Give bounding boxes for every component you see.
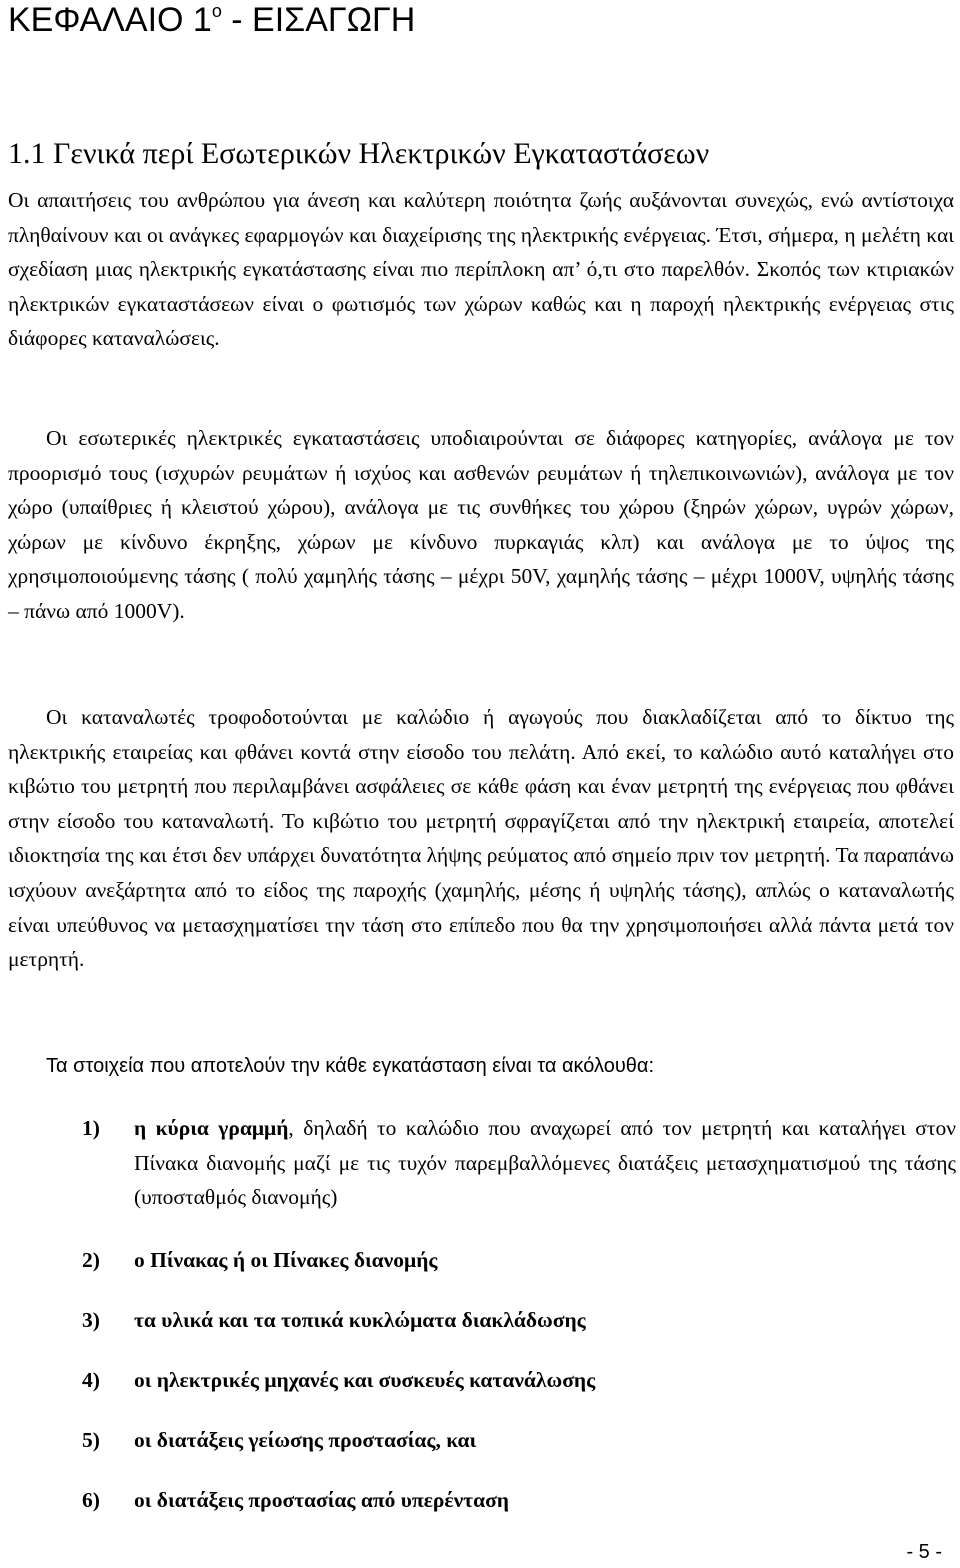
chapter-title-subtitle: - ΕΙΣΑΓΩΓΗ xyxy=(221,1,416,39)
list-item-number: 1) xyxy=(82,1116,100,1140)
list-item xyxy=(82,1423,956,1458)
list-item-text xyxy=(134,1423,956,1458)
chapter-title xyxy=(8,0,415,40)
list-item-rest: , δηλαδή το καλώδιο που αναχωρεί από τον μετρητή και καταλήγει στον Πίνακα διανομής μαζί με τις τυχόν παρεμβαλλόμενες διατάξεις μετασχηματισμού της τάσης (υποσταθμός διανομής) xyxy=(134,1116,957,1210)
list-item-number: 2) xyxy=(82,1248,100,1272)
list-item-number: 6) xyxy=(82,1488,100,1512)
elements-intro: Τα στοιχεία που αποτελούν την κάθε εγκατάσταση είναι τα ακόλουθα: xyxy=(46,1055,654,1077)
list-item-text xyxy=(134,1363,956,1398)
list-item-text xyxy=(134,1243,956,1278)
list-item xyxy=(82,1303,956,1338)
page-number: - 5 - xyxy=(906,1541,942,1563)
list-item-bold: οι διατάξεις προστασίας από υπερένταση xyxy=(134,1488,509,1512)
list-item-bold: οι διατάξεις γείωσης προστασίας, και xyxy=(134,1428,477,1452)
paragraph-1: Οι απαιτήσεις του ανθρώπου για άνεση και καλύτερη ποιότητα ζωής αυξάνονται συνεχώς, ενώ αντίστοιχα πληθαίνουν και οι ανάγκες εφαρμογών και διαχείρισης της ηλεκτρικής ενέργειας. Έτσι, σήμερα, η μελέτη και σχεδίαση μιας ηλεκτρικής εγκατάστασης είναι πιο περίπλοκη απ’ ό,τι στο παρελθόν. Σκοπός των κτιριακών ηλεκτρικών εγκαταστάσεων είναι ο φωτισμός των χώρων καθώς και η παροχή ηλεκτρικής ενέργειας στις διάφορες καταναλώσεις. xyxy=(8,188,954,351)
list-item-text xyxy=(134,1303,956,1338)
section-title: 1.1 Γενικά περί Εσωτερικών Ηλεκτρικών Εγκαταστάσεων xyxy=(8,137,710,170)
list-item-text xyxy=(134,1483,956,1518)
chapter-title-main: ΚΕΦΑΛΑΙΟ 1 xyxy=(8,1,212,39)
list-item-bold: τα υλικά και τα τοπικά κυκλώματα διακλάδωσης xyxy=(134,1308,586,1332)
list-item xyxy=(82,1111,956,1215)
list-item xyxy=(82,1243,956,1278)
paragraph-2: Οι εσωτερικές ηλεκτρικές εγκαταστάσεις υποδιαιρούνται σε διάφορες κατηγορίες, ανάλογα με τον προορισμό τους (ισχυρών ρευμάτων ή ισχύος και ασθενών ρευμάτων ή τηλεπικοινωνιών), ανάλογα με τον χώρο (υπαίθριες ή κλειστού χώρου), ανάλογα με τις συνθήκες του χώρου (ξηρών χώρων, υγρών χώρων, χώρων με κίνδυνο έκρηξης, χώρων με κίνδυνο πυρκαγιάς κλπ) και ανάλογα με το ύψος της χρησιμοποιούμενης τάσης ( πολύ χαμηλής τάσης – μέχρι 50V, χαμηλής τάσης – μέχρι 1000V, υψηλής τάσης – πάνω από 1000V). xyxy=(8,426,954,623)
list-item-number: 3) xyxy=(82,1308,100,1332)
list-item-number: 5) xyxy=(82,1428,100,1452)
chapter-title-superscript: ο xyxy=(211,1,222,21)
list-item-bold: ο Πίνακας ή οι Πίνακες διανομής xyxy=(134,1248,438,1272)
list-item xyxy=(82,1483,956,1518)
list-item xyxy=(82,1363,956,1398)
list-item-bold: η κύρια γραμμή xyxy=(134,1116,289,1140)
list-item-number: 4) xyxy=(82,1368,100,1392)
paragraph-3: Οι καταναλωτές τροφοδοτούνται με καλώδιο ή αγωγούς που διακλαδίζεται από το δίκτυο της ηλεκτρικής εταιρείας και φθάνει κοντά στην είσοδο του πελάτη. Από εκεί, το καλώδιο αυτό καταλήγει στο κιβώτιο του μετρητή που περιλαμβάνει ασφάλειες σε κάθε φάση και έναν μετρητή της ενέργειας που φθάνει στην είσοδο του καταναλωτή. Το κιβώτιο του μετρητή σφραγίζεται από την ηλεκτρική εταιρεία, αποτελεί ιδιοκτησία της και έτσι δεν υπάρχει δυνατότητα λήψης ρεύματος από σημείο πριν τον μετρητή. Τα παραπάνω ισχύουν ανεξάρτητα από το είδος της παροχής (χαμηλής, μέσης ή υψηλής τάσης), απλώς ο καταναλωτής είναι υπεύθυνος να μετασχηματίσει την τάση στο επίπεδο που θα την χρησιμοποιήσει αλλά πάντα μετά τον μετρητή. xyxy=(8,705,954,972)
list-item-text xyxy=(134,1111,956,1215)
list-item-bold: οι ηλεκτρικές μηχανές και συσκευές κατανάλωσης xyxy=(134,1368,596,1392)
